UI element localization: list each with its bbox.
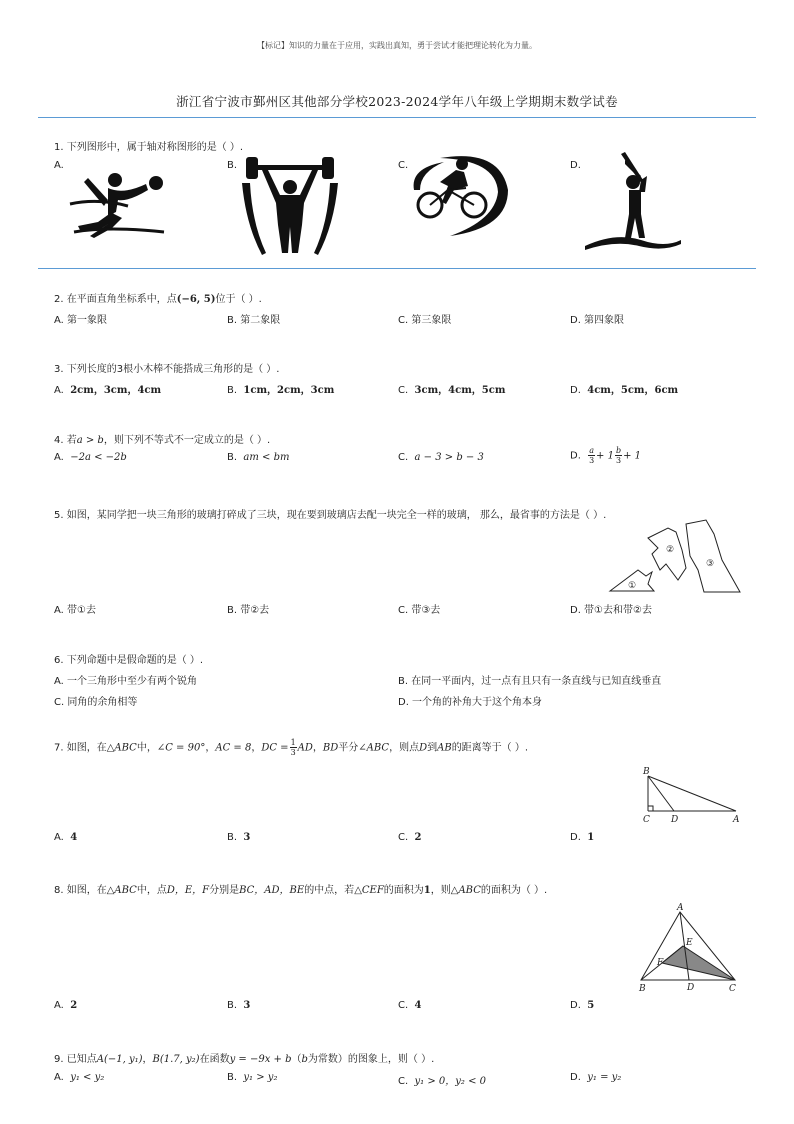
q6-option-d[interactable]: D. 一个角的补角大于这个角本身 [398,697,543,708]
piece-2-label: ② [666,545,675,555]
q1-option-a-label[interactable]: A. [54,160,64,171]
q6-option-c[interactable]: C. 同角的余角相等 [54,697,138,708]
question-9-stem: 9. 已知点A(−1, y₁)，B(1.7, y₂)在函数y = −9x + b（b为常数）的图象上，则（ ）. [54,1054,435,1065]
q9-option-d[interactable]: D. y₁ = y₂ [570,1072,622,1083]
q3-option-c[interactable]: C. 3cm，4cm，5cm [398,385,506,396]
piece-1-label: ① [628,581,637,591]
svg-text:D: D [687,983,695,993]
q5-option-b[interactable]: B. 带②去 [227,605,270,616]
q7-option-a[interactable]: A. 4 [54,832,78,843]
q9-option-b[interactable]: B. y₁ > y₂ [227,1072,278,1083]
triangle-abc-figure-q7 [638,764,748,826]
svg-text:B: B [639,984,646,994]
q1-option-b-label[interactable]: B. [227,160,238,171]
q4-option-b[interactable]: B. am < bm [227,452,290,463]
question-6-stem: 6. 下列命题中是假命题的是（ ）. [54,655,204,666]
q3-option-b[interactable]: B. 1cm，2cm，3cm [227,385,335,396]
piece-3-label: ③ [706,559,715,569]
q4-option-c[interactable]: C. a − 3 > b − 3 [398,452,484,463]
golfer-icon [585,152,685,252]
q5-option-a[interactable]: A. 带①去 [54,605,96,616]
question-8-stem: 8. 如图，在△ABC中，点D，E，F分别是BC，AD，BE的中点，若△CEF的面积为1，则△ABC的面积为（ ）. [54,885,548,896]
broken-glass-figure [608,520,743,595]
header-motto: 【标记】知识的力量在于应用，实践出真知，勇于尝试才能把理论转化为力量。 [257,41,537,50]
q2-option-b[interactable]: B. 第二象限 [227,315,281,326]
question-3-stem: 3. 下列长度的3根小木棒不能搭成三角形的是（ ）. [54,364,280,375]
q9-option-a[interactable]: A. y₁ < y₂ [54,1072,105,1083]
q4-option-a[interactable]: A. −2a < −2b [54,452,127,463]
q4-option-d[interactable]: D. $\frac{a}{3}$ + 1 $\frac{b}{3}$ + 1 [570,446,641,465]
q2-option-c[interactable]: C. 第三象限 [398,315,452,326]
question-7-stem: 7. 如图，在△ABC中，∠C = 90°，AC = 8，DC = $\frac{1}{3}$ AD，BD平分∠ABC，则点D到AB的距离等于（ ）. [54,738,529,757]
question-5-stem: 5. 如图，某同学把一块三角形的玻璃打碎成了三块，现在要到玻璃店去配一块完全一样的玻璃， 那么，最省事的方法是（ ）. [54,510,607,521]
svg-text:A: A [677,903,684,913]
q3-option-a[interactable]: A. 2cm，3cm，4cm [54,385,162,396]
section-divider [38,268,756,269]
svg-text:D: D [671,815,679,825]
q5-option-c[interactable]: C. 带③去 [398,605,441,616]
q2-point: (−6, 5) [176,294,216,305]
question-1-stem: 1. 下列图形中，属于轴对称图形的是（ ）. [54,142,244,153]
question-4-stem: 4. 若a > b，则下列不等式不一定成立的是（ ）. [54,435,271,446]
q9-option-c[interactable]: C. y₁ > 0，y₂ < 0 [398,1076,487,1087]
q6-option-b[interactable]: B. 在同一平面内，过一点有且只有一条直线与已知直线垂直 [398,676,662,687]
q5-option-d[interactable]: D. 带①去和带②去 [570,605,652,616]
volleyball-player-icon [68,160,168,240]
svg-text:C: C [643,815,650,825]
q8-option-a[interactable]: A. 2 [54,1000,78,1011]
paper-title: 浙江省宁波市鄞州区其他部分学校2023-2024学年八年级上学期期末数学试卷 [176,94,618,109]
title-divider [38,117,756,118]
q8-option-b[interactable]: B. 3 [227,1000,251,1011]
q7-option-c[interactable]: C. 2 [398,832,422,843]
q2-option-d[interactable]: D. 第四象限 [570,315,625,326]
q7-option-d[interactable]: D. 1 [570,832,595,843]
q8-option-c[interactable]: C. 4 [398,1000,422,1011]
svg-text:C: C [729,984,736,994]
q1-option-c-label[interactable]: C. [398,160,409,171]
q7-option-b[interactable]: B. 3 [227,832,251,843]
q1-option-d-label[interactable]: D. [570,160,581,171]
svg-text:F: F [657,958,664,968]
question-2-stem: 2. 在平面直角坐标系中，点(−6, 5)位于（ ）. [54,294,262,305]
q8-option-d[interactable]: D. 5 [570,1000,595,1011]
cyclist-icon [410,150,510,240]
q6-option-a[interactable]: A. 一个三角形中至少有两个锐角 [54,676,198,687]
weightlifter-icon [240,155,340,255]
q2-option-a[interactable]: A. 第一象限 [54,315,108,326]
svg-text:A: A [733,815,740,825]
triangle-abc-figure-q8 [635,900,745,995]
q3-option-d[interactable]: D. 4cm，5cm，6cm [570,385,679,396]
svg-text:E: E [686,938,693,948]
svg-text:B: B [643,767,650,777]
